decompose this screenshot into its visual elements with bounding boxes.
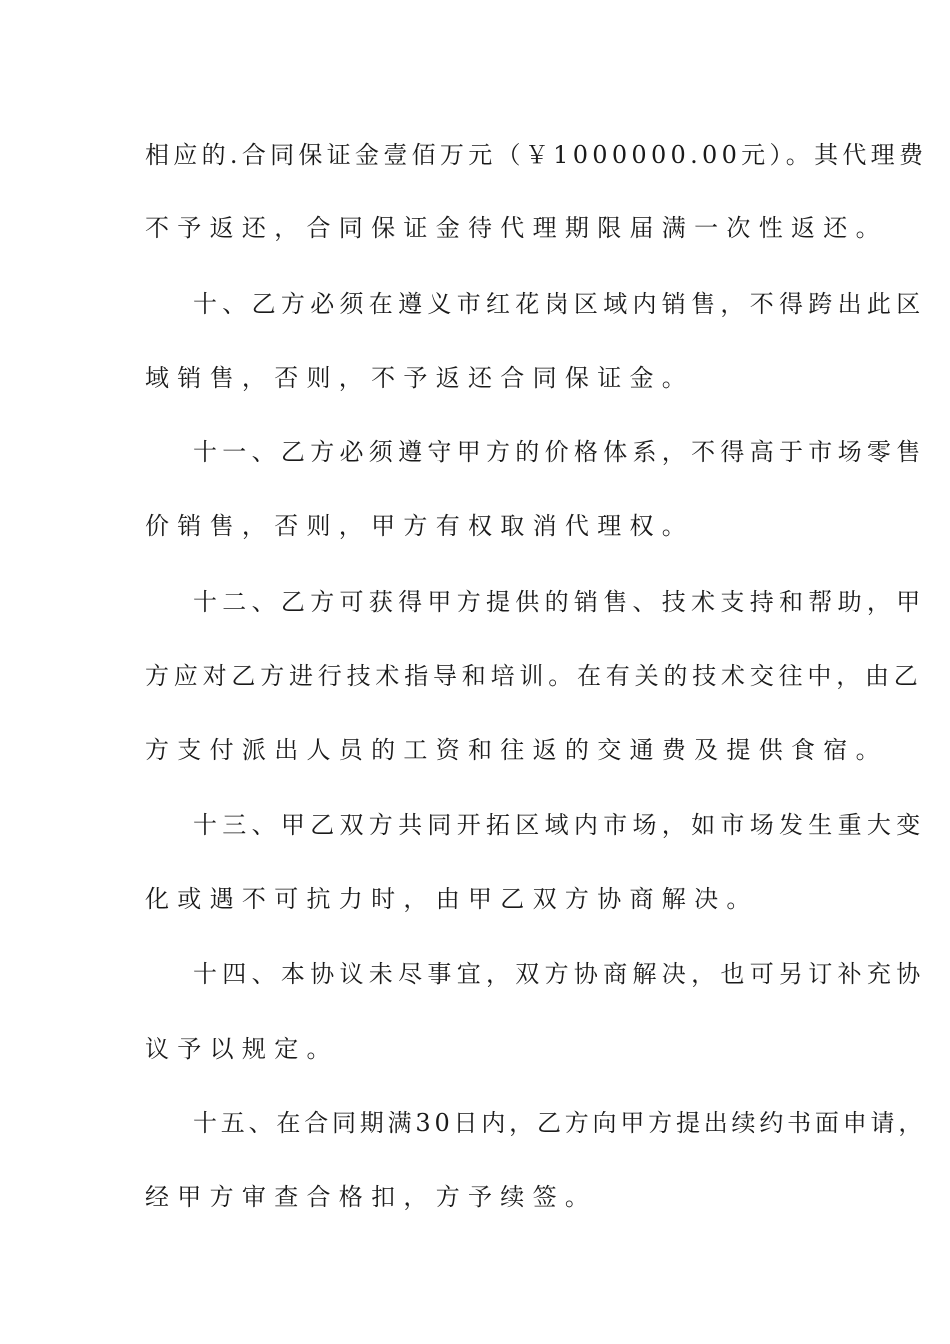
text-line: 相应的.合同保证金壹佰万元（￥1000000.00元）。其代理费 [145, 141, 928, 169]
clause-11-line: 十一、乙方必须遵守甲方的价格体系，不得高于市场零售 [193, 438, 926, 466]
text-line: 化或遇不可抗力时，由甲乙双方协商解决。 [145, 885, 759, 913]
text-line: 方支付派出人员的工资和往返的交通费及提供食宿。 [145, 736, 888, 764]
text-line: 方应对乙方进行技术指导和培训。在有关的技术交往中，由乙 [145, 662, 923, 690]
text-line: 经甲方审查合格扣，方予续签。 [145, 1183, 598, 1211]
text-line: 不予返还，合同保证金待代理期限届满一次性返还。 [145, 214, 888, 242]
clause-14-line: 十四、本协议未尽事宜，双方协商解决，也可另订补充协 [193, 960, 926, 988]
text-line: 价销售，否则，甲方有权取消代理权。 [145, 512, 695, 540]
clause-10-line: 十、乙方必须在遵义市红花岗区域内销售，不得跨出此区 [193, 290, 926, 318]
clause-13-line: 十三、甲乙双方共同开拓区域内市场，如市场发生重大变 [193, 811, 926, 839]
text-line: 议予以规定。 [145, 1035, 339, 1063]
clause-12-line: 十二、乙方可获得甲方提供的销售、技术支持和帮助，甲 [193, 588, 926, 616]
text-line: 域销售，否则，不予返还合同保证金。 [145, 364, 695, 392]
clause-15-line: 十五、在合同期满30日内，乙方向甲方提出续约书面申请， [193, 1109, 927, 1137]
